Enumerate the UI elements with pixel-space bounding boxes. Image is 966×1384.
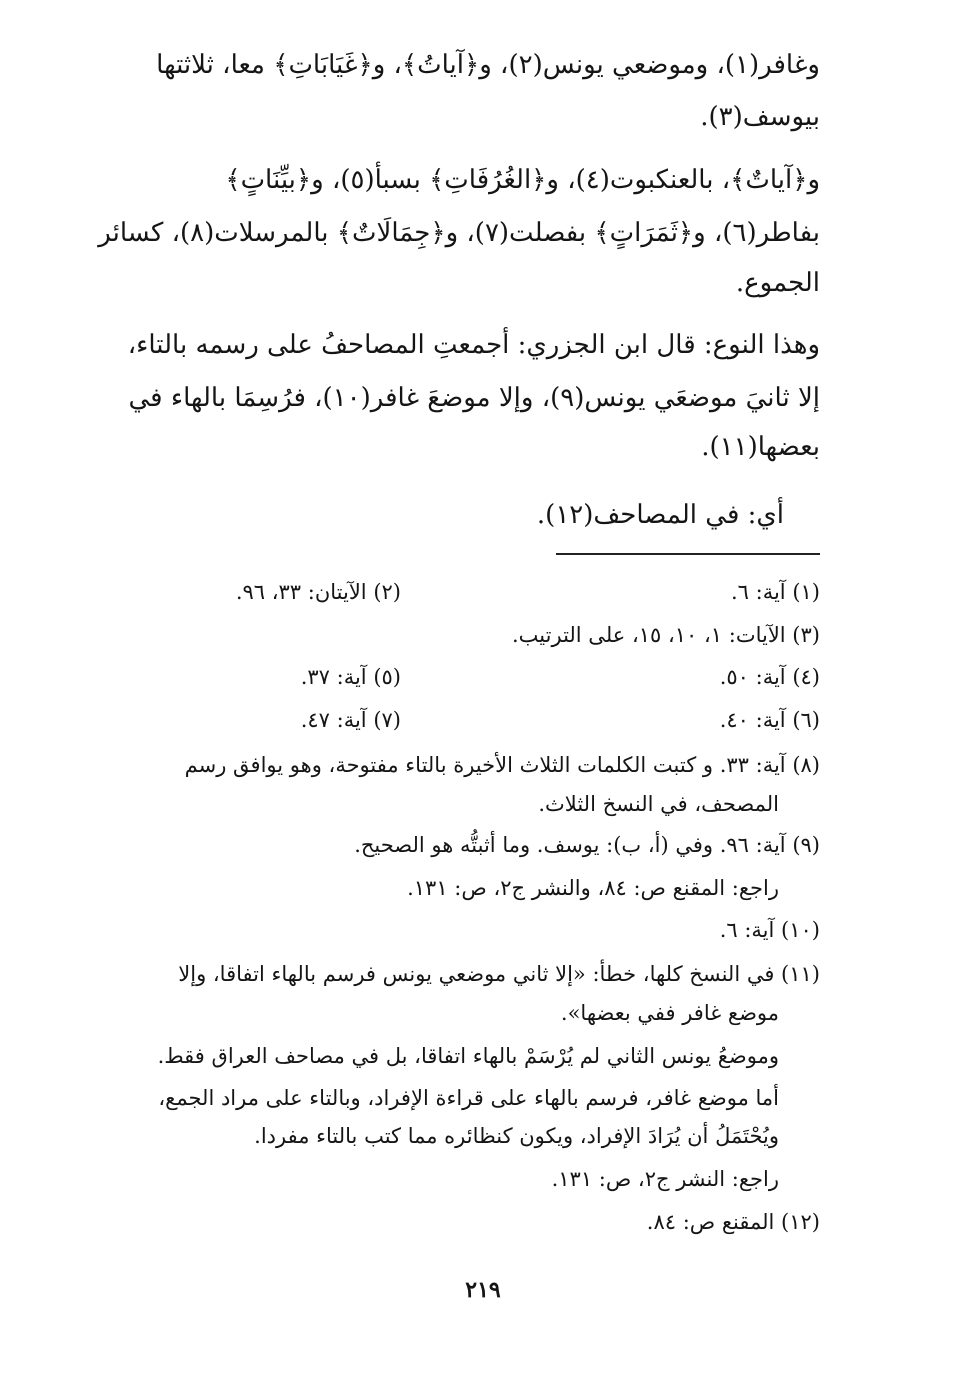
main-line: وغافر(١)، وموضعي يونس(٢)، و﴿آياتُ﴾، و﴿غَيَابَاتِ﴾ معا، ثلاثتها <box>156 50 820 80</box>
main-line: و﴿آياتٌ﴾، بالعنكبوت(٤)، و﴿الغُرُفَاتِ﴾ بسبأ(٥)، و﴿بيِّنَاتٍ﴾ <box>225 165 820 195</box>
footnote-3: (٣) الآيات: ١، ١٠، ١٥، على الترتيب. <box>512 623 820 647</box>
footnote-8-cont: المصحف، في النسخ الثلاث. <box>538 792 779 816</box>
footnote-10: (١٠) آية: ٦. <box>719 918 820 942</box>
footnote-9-cont: راجع: المقنع ص: ٨٤، والنشر ج٢، ص: ١٣١. <box>407 876 779 900</box>
footnote-separator <box>556 553 820 555</box>
footnote-11-cont: وموضعُ يونس الثاني لم يُرْسَمْ بالهاء اتفاقا، بل في مصاحف العراق فقط. <box>157 1044 779 1068</box>
footnote-9: (٩) آية: ٩٦. وفي (أ، ب): يوسف. وما أثبتُّه هو الصحيح. <box>354 833 820 857</box>
main-line: الجموع. <box>735 268 820 298</box>
main-line: بعضها(١١). <box>701 432 820 462</box>
footnote-5: (٥) آية: ٣٧. <box>300 665 401 689</box>
footnote-11: (١١) في النسخ كلها، خطأ: «إلا ثاني موضعي يونس فرسم بالهاء اتفاقا، وإلا <box>178 962 820 986</box>
main-line: وهذا النوع: قال ابن الجزري: أجمعتِ المصاحفُ على رسمه بالتاء، <box>127 330 820 360</box>
footnote-6: (٦) آية: ٤٠. <box>719 708 820 732</box>
footnote-11-cont: موضع غافر ففي بعضها». <box>560 1001 779 1025</box>
main-line: بيوسف(٣). <box>700 102 820 132</box>
main-line: أي: في المصاحف(١٢). <box>536 500 784 530</box>
footnote-1: (١) آية: ٦. <box>730 580 820 604</box>
footnote-8: (٨) آية: ٣٣. و كتبت الكلمات الثلاث الأخيرة بالتاء مفتوحة، وهو يوافق رسم <box>184 753 820 777</box>
main-line: بفاطر(٦)، و﴿ثَمَرَاتٍ﴾ بفصلت(٧)، و﴿جِمَالَاتٌ﴾ بالمرسلات(٨)، كسائر <box>98 218 820 248</box>
footnote-4: (٤) آية: ٥٠. <box>719 665 820 689</box>
main-line: إلا ثانيَ موضعَي يونس(٩)، وإلا موضعَ غافر(١٠)، فرُسِمَا بالهاء في <box>128 383 820 413</box>
footnote-2: (٢) الآيتان: ٣٣، ٩٦. <box>235 580 401 604</box>
footnote-7: (٧) آية: ٤٧. <box>300 708 401 732</box>
footnote-11-cont: ويُحْتَمَلُ أن يُرَادَ الإفراد، ويكون كنظائره مما كتب بالتاء مفردا. <box>254 1124 779 1148</box>
page-number: ٢١٩ <box>465 1277 501 1303</box>
footnote-11-cont: أما موضع غافر، فرسم بالهاء على قراءة الإفراد، وبالتاء على مراد الجمع، <box>158 1086 779 1110</box>
footnote-12: (١٢) المقنع ص: ٨٤. <box>646 1210 820 1234</box>
footnote-11-cont: راجع: النشر ج٢، ص: ١٣١. <box>551 1167 779 1191</box>
